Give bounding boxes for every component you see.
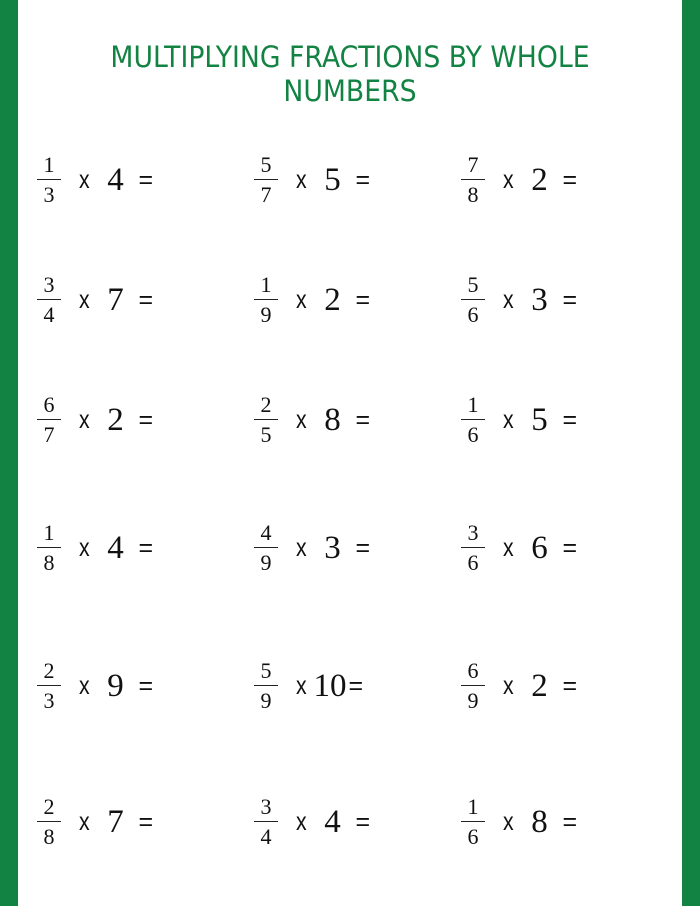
fraction <box>460 151 486 208</box>
whole-number: 7 <box>107 281 124 318</box>
numerator: 1 <box>467 793 479 819</box>
problem-4 <box>36 265 153 335</box>
denominator: 9 <box>467 688 479 714</box>
problem-6 <box>460 265 577 335</box>
problem-14 <box>253 651 363 721</box>
numerator: 1 <box>43 151 55 177</box>
fraction <box>253 271 279 328</box>
fraction <box>253 657 279 714</box>
numerator: 2 <box>43 657 55 683</box>
denominator: 4 <box>43 302 55 328</box>
equals-sign: = <box>138 807 154 836</box>
numerator: 1 <box>467 391 479 417</box>
denominator: 6 <box>467 824 479 850</box>
denominator: 3 <box>43 182 55 208</box>
whole-number: 6 <box>531 529 548 566</box>
denominator: 6 <box>467 422 479 448</box>
whole-number: 2 <box>324 281 341 318</box>
equals-sign: = <box>355 285 371 314</box>
multiply-sign: x <box>502 165 514 194</box>
denominator: 8 <box>43 824 55 850</box>
multiply-sign: x <box>295 807 307 836</box>
equals-sign: = <box>562 533 578 562</box>
fraction <box>460 519 486 576</box>
whole-number: 2 <box>107 401 124 438</box>
denominator: 9 <box>260 550 272 576</box>
whole-number: 4 <box>107 161 124 198</box>
whole-number: 3 <box>324 529 341 566</box>
problem-15 <box>460 651 577 721</box>
numerator: 5 <box>260 151 272 177</box>
numerator: 5 <box>467 271 479 297</box>
denominator: 6 <box>467 302 479 328</box>
equals-sign: = <box>562 405 578 434</box>
equals-sign: = <box>138 671 154 700</box>
numerator: 3 <box>467 519 479 545</box>
multiply-sign: x <box>295 285 307 314</box>
fraction <box>460 793 486 850</box>
problem-18 <box>460 787 577 857</box>
numerator: 6 <box>467 657 479 683</box>
whole-number: 4 <box>107 529 124 566</box>
multiply-sign: x <box>78 285 90 314</box>
whole-number: 3 <box>531 281 548 318</box>
whole-number: 8 <box>531 803 548 840</box>
problem-16 <box>36 787 153 857</box>
problem-8 <box>253 385 370 455</box>
multiply-sign: x <box>78 405 90 434</box>
equals-sign: = <box>138 533 154 562</box>
left-green-border <box>0 0 18 906</box>
denominator: 9 <box>260 688 272 714</box>
equals-sign: = <box>355 533 371 562</box>
equals-sign: = <box>138 405 154 434</box>
equals-sign: = <box>138 285 154 314</box>
whole-number: 4 <box>324 803 341 840</box>
multiply-sign: x <box>295 533 307 562</box>
problem-10 <box>36 513 153 583</box>
denominator: 6 <box>467 550 479 576</box>
equals-sign: = <box>562 285 578 314</box>
whole-number: 5 <box>531 401 548 438</box>
fraction <box>460 657 486 714</box>
fraction <box>36 519 62 576</box>
denominator: 9 <box>260 302 272 328</box>
fraction <box>253 151 279 208</box>
problem-11 <box>253 513 370 583</box>
whole-number: 5 <box>324 161 341 198</box>
multiply-sign: x <box>502 285 514 314</box>
problem-13 <box>36 651 153 721</box>
denominator: 3 <box>43 688 55 714</box>
worksheet-title: MULTIPLYING FRACTIONS BY WHOLE NUMBERS <box>110 40 590 108</box>
multiply-sign: x <box>78 165 90 194</box>
whole-number: 8 <box>324 401 341 438</box>
whole-number: 9 <box>107 667 124 704</box>
whole-number: 2 <box>531 161 548 198</box>
equals-sign: = <box>562 165 578 194</box>
problem-3 <box>460 145 577 215</box>
multiply-sign: x <box>502 533 514 562</box>
problem-2 <box>253 145 370 215</box>
problem-1 <box>36 145 153 215</box>
fraction <box>36 657 62 714</box>
multiply-sign: x <box>78 533 90 562</box>
fraction <box>36 391 62 448</box>
multiply-sign: x <box>78 807 90 836</box>
numerator: 1 <box>43 519 55 545</box>
numerator: 1 <box>260 271 272 297</box>
whole-number: 7 <box>107 803 124 840</box>
denominator: 8 <box>467 182 479 208</box>
fraction <box>36 151 62 208</box>
numerator: 3 <box>260 793 272 819</box>
whole-number: 2 <box>531 667 548 704</box>
fraction <box>460 391 486 448</box>
numerator: 5 <box>260 657 272 683</box>
numerator: 2 <box>260 391 272 417</box>
equals-sign: = <box>562 671 578 700</box>
denominator: 4 <box>260 824 272 850</box>
denominator: 7 <box>43 422 55 448</box>
fraction <box>253 519 279 576</box>
multiply-sign: x <box>295 671 307 700</box>
equals-sign: = <box>355 165 371 194</box>
multiply-sign: x <box>502 405 514 434</box>
denominator: 8 <box>43 550 55 576</box>
problem-12 <box>460 513 577 583</box>
equals-sign: = <box>355 807 371 836</box>
fraction <box>36 793 62 850</box>
multiply-sign: x <box>502 807 514 836</box>
multiply-sign: x <box>295 165 307 194</box>
right-green-border <box>682 0 700 906</box>
fraction <box>253 793 279 850</box>
equals-sign: = <box>348 671 364 700</box>
equals-sign: = <box>138 165 154 194</box>
problem-5 <box>253 265 370 335</box>
numerator: 2 <box>43 793 55 819</box>
denominator: 7 <box>260 182 272 208</box>
numerator: 3 <box>43 271 55 297</box>
problem-7 <box>36 385 153 455</box>
numerator: 4 <box>260 519 272 545</box>
multiply-sign: x <box>295 405 307 434</box>
numerator: 6 <box>43 391 55 417</box>
multiply-sign: x <box>78 671 90 700</box>
problem-17 <box>253 787 370 857</box>
equals-sign: = <box>355 405 371 434</box>
fraction <box>460 271 486 328</box>
equals-sign: = <box>562 807 578 836</box>
numerator: 7 <box>467 151 479 177</box>
fraction <box>36 271 62 328</box>
denominator: 5 <box>260 422 272 448</box>
problem-9 <box>460 385 577 455</box>
fraction <box>253 391 279 448</box>
multiply-sign: x <box>502 671 514 700</box>
whole-number: 10 <box>313 667 347 704</box>
